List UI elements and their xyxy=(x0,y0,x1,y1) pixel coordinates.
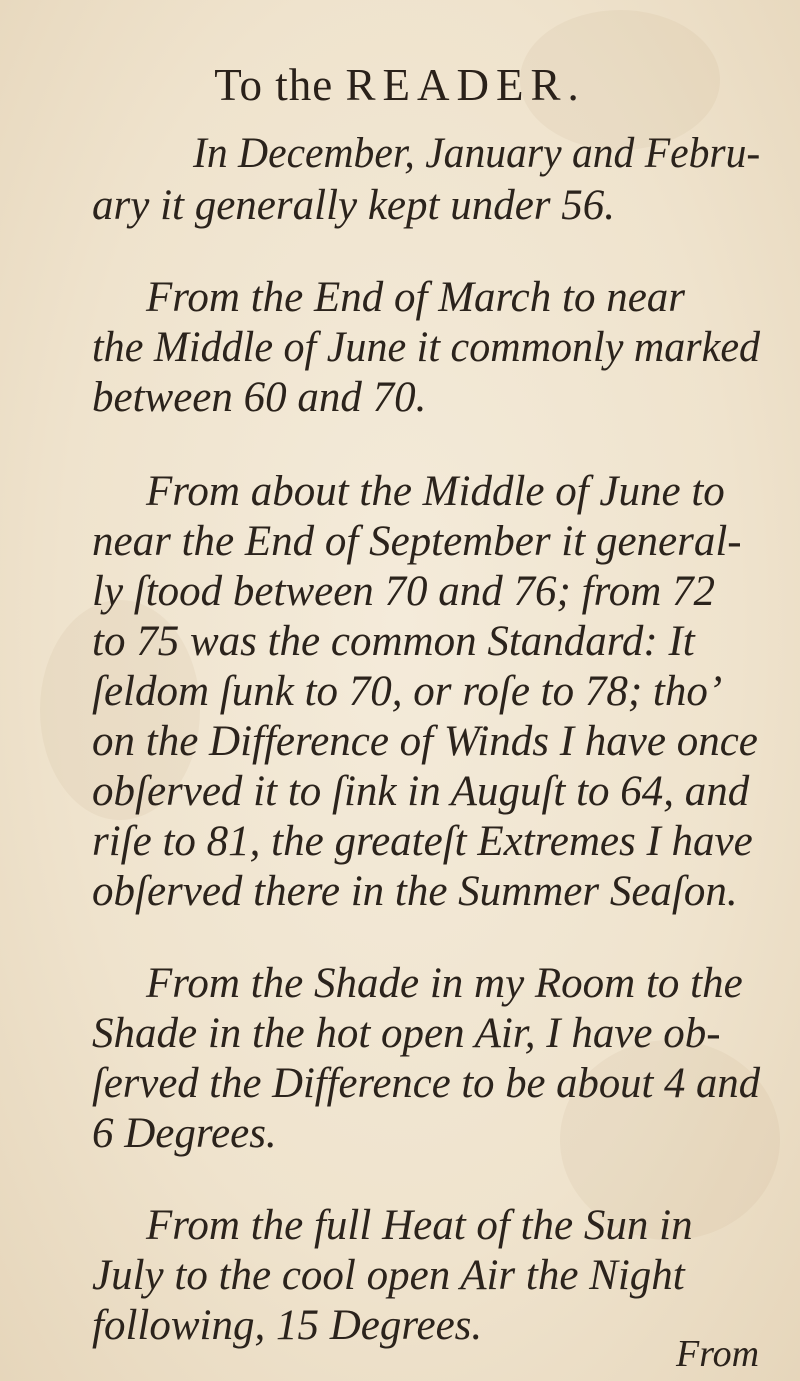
text-line: following, 15 Degrees. xyxy=(92,1302,483,1349)
text-line: near the End of September it general- xyxy=(92,518,742,565)
text-line: riſe to 81, the greateſt Extremes I have xyxy=(92,818,753,865)
text-line: From the End of March to near xyxy=(146,274,686,321)
text-line: obſerved there in the Summer Seaſon. xyxy=(92,868,738,915)
text-line: 6 Degrees. xyxy=(92,1110,277,1157)
page-header xyxy=(0,55,800,115)
text-line: to 75 was the common Standard: It xyxy=(92,618,695,665)
header-prefix: To the xyxy=(214,60,334,110)
header-reader: READER. xyxy=(345,60,586,110)
text-line: on the Difference of Winds I have once xyxy=(92,718,758,765)
text-line: ſerved the Difference to be about 4 and xyxy=(92,1060,761,1107)
text-line: the Middle of June it commonly marked xyxy=(92,324,761,371)
text-line: ſeldom ſunk to 70, or roſe to 78; tho’ xyxy=(92,668,723,715)
text-line: From about the Middle of June to xyxy=(146,468,725,515)
text-line: From the full Heat of the Sun in xyxy=(146,1202,693,1249)
text-line: obſerved it to ſink in Auguſt to 64, and xyxy=(92,768,750,815)
text-line: between 60 and 70. xyxy=(92,374,427,421)
text-line: In December, January and Febru- xyxy=(193,130,761,177)
text-line: Shade in the hot open Air, I have ob- xyxy=(92,1010,721,1057)
catchword: From xyxy=(676,1333,760,1375)
text-line: ary it generally kept under 56. xyxy=(92,182,616,229)
text-line: From the Shade in my Room to the xyxy=(146,960,743,1007)
text-line: July to the cool open Air the Night xyxy=(92,1252,685,1299)
text-line: ly ſtood between 70 and 76; from 72 xyxy=(92,568,716,615)
